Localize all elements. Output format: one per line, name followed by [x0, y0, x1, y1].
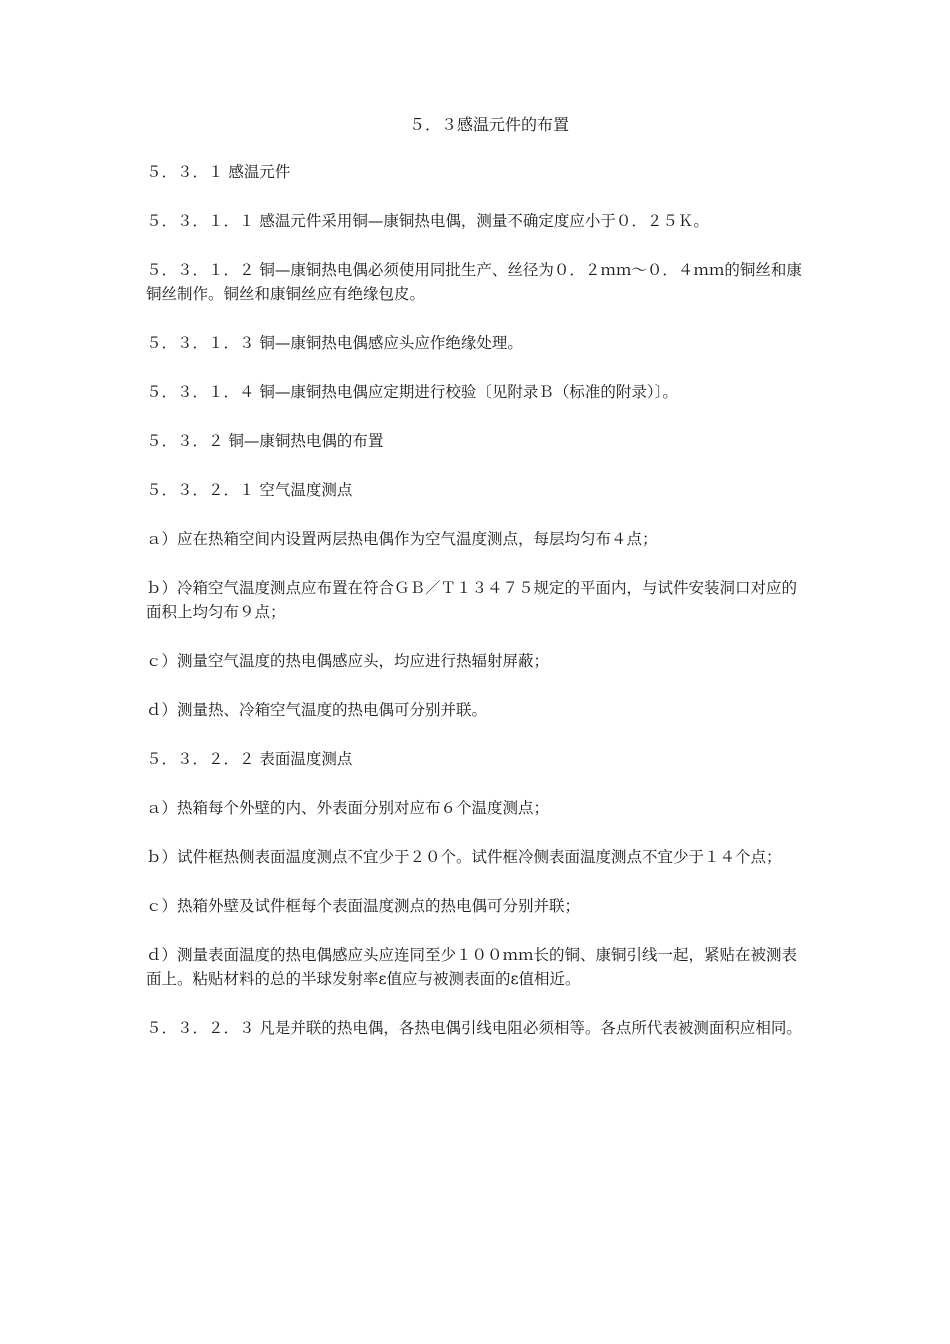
paragraph-5-3-1-2: ５．３．１．２ 铜—康铜热电偶必须使用同批生产、丝径为０．２ｍｍ～０．４ｍｍ的铜丝和康铜丝制作。铜丝和康铜丝应有绝缘包皮。 [146, 261, 802, 303]
list-item-5-3-2-1-b: ｂ）冷箱空气温度测点应布置在符合ＧＢ／Ｔ１３４７５规定的平面内，与试件安装洞口对应的面积上均匀布９点； [146, 579, 798, 621]
document-page [146, 112, 810, 1065]
list-item-5-3-2-2-d: ｄ）测量表面温度的热电偶感应头应连同至少１００ｍｍ长的铜、康铜引线一起，紧贴在被测表面上。粘贴材料的总的半球发射率ε值应与被测表面的ε值相近。 [146, 946, 798, 988]
list-item-5-3-2-2-b: ｂ）试件框热侧表面温度测点不宜少于２０个。试件框冷侧表面温度测点不宜少于１４个点； [146, 848, 782, 866]
list-item-5-3-2-1-a: ａ）应在热箱空间内设置两层热电偶作为空气温度测点，每层均匀布４点； [146, 530, 658, 548]
paragraph-5-3-1-1: ５．３．１．１ 感温元件采用铜—康铜热电偶，测量不确定度应小于０．２５Ｋ。 [146, 212, 709, 230]
list-item-5-3-2-1-c: ｃ）测量空气温度的热电偶感应头，均应进行热辐射屏蔽； [146, 652, 550, 670]
paragraph-5-3-2-2: ５．３．２．２ 表面温度测点 [146, 750, 353, 768]
paragraph-5-3-1-3: ５．３．１．３ 铜—康铜热电偶感应头应作绝缘处理。 [146, 334, 523, 352]
list-item-5-3-2-2-c: ｃ）热箱外壁及试件框每个表面温度测点的热电偶可分别并联； [146, 897, 581, 915]
paragraph-5-3-1-4: ５．３．１．４ 铜—康铜热电偶应定期进行校验〔见附录Ｂ（标准的附录）〕。 [146, 383, 678, 401]
paragraph-5-3-2-1: ５．３．２．１ 空气温度测点 [146, 481, 353, 499]
paragraph-5-3-2: ５．３．２ 铜—康铜热电偶的布置 [146, 432, 384, 450]
paragraph-5-3-1: ５．３．１ 感温元件 [146, 163, 291, 181]
list-item-5-3-2-1-d: ｄ）测量热、冷箱空气温度的热电偶可分别并联。 [146, 701, 488, 719]
section-title: ５．３感温元件的布置 [408, 115, 569, 134]
list-item-5-3-2-2-a: ａ）热箱每个外壁的内、外表面分别对应布６个温度测点； [146, 799, 550, 817]
paragraph-5-3-2-3: ５．３．２．３ 凡是并联的热电偶，各热电偶引线电阻必须相等。各点所代表被测面积应相同。 [146, 1019, 802, 1037]
